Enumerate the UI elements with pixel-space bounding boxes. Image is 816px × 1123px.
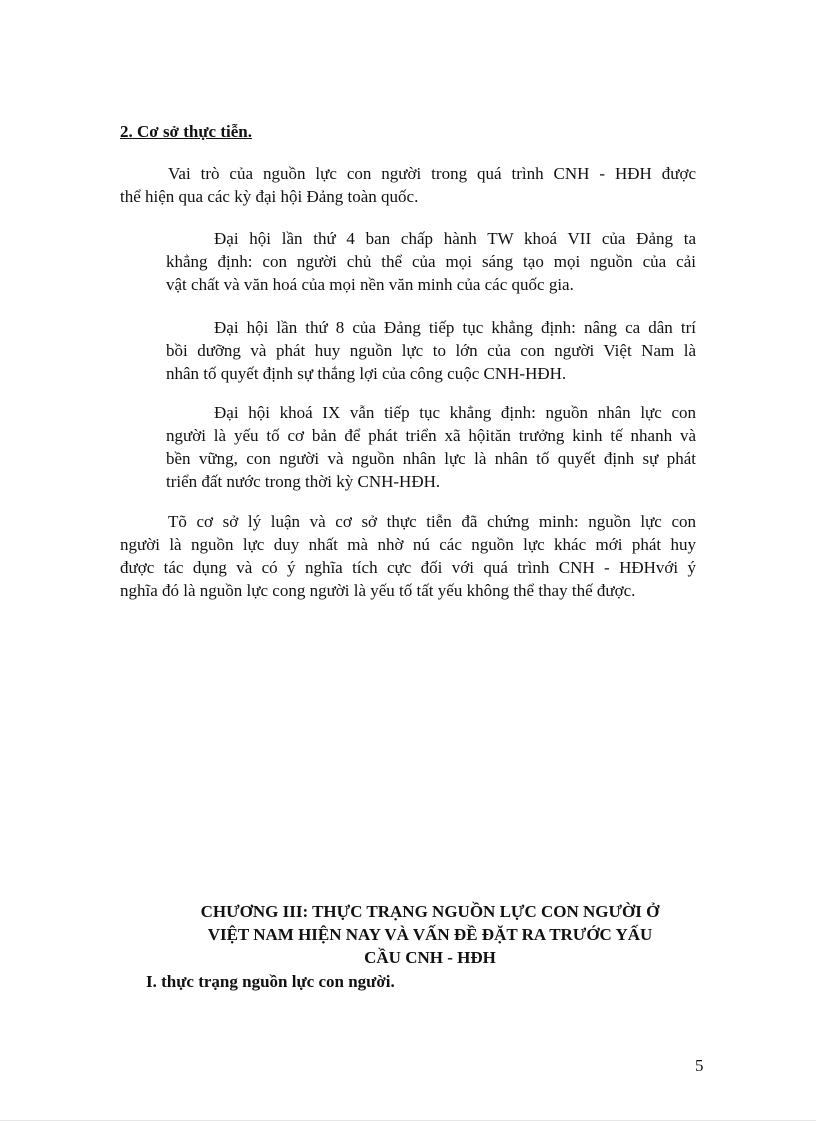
paragraph-line: Đại hội lần thứ 4 ban chấp hành TW khoá VII của Đảng ta [214, 229, 696, 248]
paragraph-line: Vai trò của nguồn lực con người trong quá trình CNH - HĐH được [168, 164, 696, 183]
paragraph-intro [120, 162, 696, 208]
paragraph-line: người là yếu tố cơ bản để phát triển xã hộităn trưởng kinh tế nhanh và [166, 426, 696, 445]
chapter-title-line: CHƯƠNG III: THỰC TRẠNG NGUỒN LỰC CON NGƯỜI Ở [200, 902, 660, 921]
subsection-heading: I. thực trạng nguồn lực con người. [146, 972, 395, 991]
paragraph-congress-7 [166, 227, 696, 296]
paragraph-line: nhân tố quyết định sự thắng lợi của công cuộc CNH-HĐH. [166, 364, 567, 383]
chapter-title-line: CẦU CNH - HĐH [364, 948, 496, 967]
paragraph-line: Tõ cơ sở lý luận và cơ sở thực tiễn đã chứng minh: nguồn lực con [168, 512, 696, 531]
paragraph-line: người là nguồn lực duy nhất mà nhờ nú các nguồn lực khác mới phát huy [120, 535, 696, 554]
paragraph-congress-8 [166, 316, 696, 385]
paragraph-line: thể hiện qua các kỳ đại hội Đảng toàn quốc. [120, 187, 419, 206]
section-heading: 2. Cơ sở thực tiễn. [120, 122, 252, 141]
paragraph-conclusion [120, 510, 696, 602]
paragraph-line: vật chất và văn hoá của mọi nền văn minh của các quốc gia. [166, 275, 574, 294]
paragraph-line: Đại hội khoá IX vẫn tiếp tục khẳng định: nguồn nhân lực con [214, 403, 696, 422]
paragraph-line: triển đất nước trong thời kỳ CNH-HĐH. [166, 472, 441, 491]
paragraph-line: bền vững, con người và nguồn nhân lực là nhân tố quyết định sự phát [166, 449, 696, 468]
chapter-title [150, 900, 710, 969]
paragraph-line: được tác dụng và có ý nghĩa tích cực đối với quá trình CNH - HĐHvới ý [120, 558, 696, 577]
paragraph-line: khẳng định: con người chủ thể của mọi sáng tạo mọi nguồn của cải [166, 252, 696, 271]
paragraph-line: nghĩa đó là nguồn lực cong người là yếu tố tất yếu không thể thay thế được. [120, 581, 636, 600]
paragraph-line: bồi dưỡng và phát huy nguồn lực to lớn của con người Việt Nam là [166, 341, 696, 360]
paragraph-line: Đại hội lần thứ 8 của Đảng tiếp tục khẳng định: nâng ca dân trí [214, 318, 696, 337]
page-edge-divider [0, 1120, 816, 1121]
page-number: 5 [695, 1056, 704, 1075]
paragraph-congress-9 [166, 401, 696, 493]
chapter-title-line: VIỆT NAM HIỆN NAY VÀ VẤN ĐỀ ĐẶT RA TRƯỚC YẤU [207, 925, 653, 944]
